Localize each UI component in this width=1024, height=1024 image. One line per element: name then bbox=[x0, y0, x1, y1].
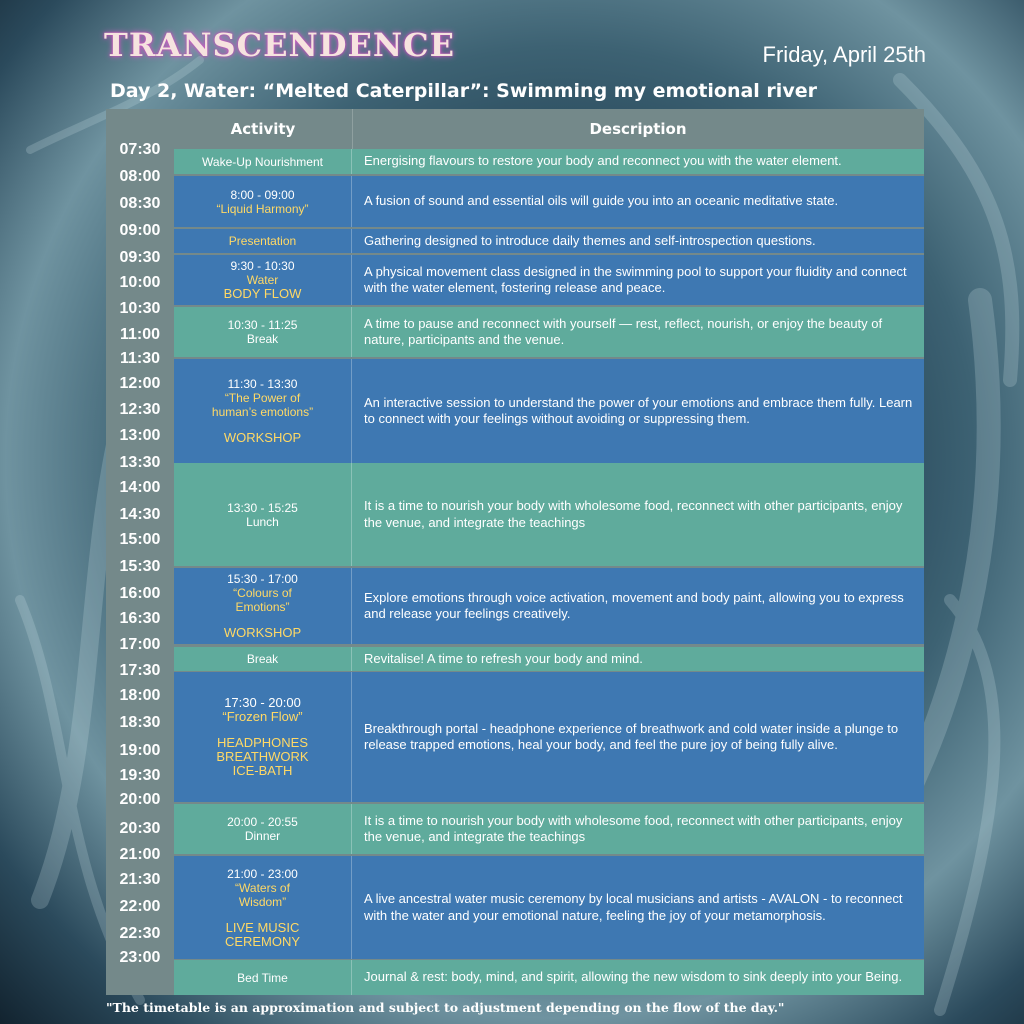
time-label: 13:00 bbox=[119, 427, 161, 444]
activity-cell bbox=[174, 149, 352, 174]
time-label: 17:00 bbox=[119, 636, 161, 653]
description-cell: Explore emotions through voice activation, movement and body paint, allowing you to express and release your feelings creatively. bbox=[364, 589, 904, 621]
activity-time: 11:30 - 13:30 bbox=[227, 377, 298, 391]
description-cell: It is a time to nourish your body with wholesome food, reconnect with other participants, enjoy the venue, and integrate the teachings bbox=[364, 812, 903, 844]
activity-tag: BODY FLOW bbox=[223, 286, 302, 301]
event-date: Friday, April 25th bbox=[762, 42, 926, 67]
description-cell: Revitalise! A time to refresh your body and mind. bbox=[364, 650, 643, 666]
activity-cell bbox=[174, 255, 352, 305]
description-cell: A time to pause and reconnect with yourself — rest, reflect, nourish, or enjoy the beauty of nature, participants and the venue. bbox=[364, 315, 883, 347]
schedule-row bbox=[174, 229, 924, 253]
time-label: 09:30 bbox=[119, 249, 161, 266]
time-label: 15:00 bbox=[119, 531, 161, 548]
activity-time: 20:00 - 20:55 bbox=[227, 815, 298, 829]
description-cell: A fusion of sound and essential oils will guide you into an oceanic meditative state. bbox=[364, 193, 839, 209]
column-header-description: Description bbox=[589, 120, 687, 138]
activity-cell bbox=[174, 647, 352, 671]
activity-cell bbox=[174, 804, 352, 854]
time-label: 19:30 bbox=[119, 767, 161, 784]
activity-cell bbox=[174, 307, 352, 357]
time-label: 22:30 bbox=[119, 925, 161, 942]
time-label: 14:00 bbox=[119, 479, 161, 496]
activity-time: 15:30 - 17:00 bbox=[227, 572, 298, 586]
time-label: 20:30 bbox=[119, 820, 161, 837]
schedule-row bbox=[174, 960, 924, 995]
time-label: 16:30 bbox=[119, 610, 161, 627]
activity-title: “Colours of Emotions” bbox=[233, 586, 292, 614]
schedule-row bbox=[174, 568, 924, 644]
activity-tag: WORKSHOP bbox=[223, 625, 302, 640]
activity-name: Water bbox=[246, 273, 279, 287]
time-label: 21:00 bbox=[119, 846, 161, 863]
time-label: 10:30 bbox=[119, 300, 161, 317]
activity-tag: WORKSHOP bbox=[223, 430, 302, 445]
time-label: 13:30 bbox=[119, 454, 161, 471]
schedule-row bbox=[174, 176, 924, 227]
time-label: 19:00 bbox=[119, 742, 161, 759]
time-label: 17:30 bbox=[119, 662, 161, 679]
activity-tag: ICE-BATH bbox=[232, 763, 293, 778]
schedule-row bbox=[174, 856, 924, 959]
day-subtitle: Day 2, Water: “Melted Caterpillar”: Swimming my emotional river bbox=[110, 80, 817, 102]
activity-name: Presentation bbox=[228, 234, 297, 248]
activity-name: Lunch bbox=[246, 514, 279, 529]
activity-time: 21:00 - 23:00 bbox=[227, 866, 298, 881]
schedule-row bbox=[174, 672, 924, 802]
time-label: 08:30 bbox=[119, 195, 161, 212]
activity-cell bbox=[174, 359, 352, 463]
activity-name: Wake-Up Nourishment bbox=[202, 154, 323, 169]
time-label: 12:30 bbox=[119, 401, 161, 418]
schedule-row bbox=[174, 149, 924, 174]
time-label: 21:30 bbox=[119, 871, 161, 888]
schedule-row bbox=[174, 359, 924, 463]
time-label: 12:00 bbox=[119, 375, 161, 392]
schedule-table bbox=[106, 109, 924, 995]
activity-cell bbox=[174, 568, 352, 644]
time-label: 16:00 bbox=[119, 585, 161, 602]
time-label: 14:30 bbox=[119, 506, 161, 523]
time-label: 07:30 bbox=[119, 141, 161, 158]
activity-title: “Waters of Wisdom” bbox=[235, 880, 290, 909]
time-label: 23:00 bbox=[119, 949, 161, 966]
activity-time: 17:30 - 20:00 bbox=[224, 695, 301, 710]
time-label: 10:00 bbox=[119, 274, 161, 291]
activity-cell bbox=[174, 960, 352, 995]
description-cell: Journal & rest: body, mind, and spirit, allowing the new wisdom to sink deeply into your Being. bbox=[364, 969, 903, 985]
activity-name: Break bbox=[246, 652, 279, 666]
activity-name: Break bbox=[246, 332, 279, 346]
time-label: 15:30 bbox=[119, 558, 161, 575]
schedule-row bbox=[174, 647, 924, 671]
activity-time: 10:30 - 11:25 bbox=[227, 318, 298, 332]
activity-name: Dinner bbox=[244, 829, 281, 843]
description-cell: A live ancestral water music ceremony by local musicians and artists - AVALON - to reconnect with the water and your emotional nature, feeling the joy of your metamorphosis. bbox=[364, 891, 903, 923]
time-label: 09:00 bbox=[119, 222, 161, 239]
time-label: 18:00 bbox=[119, 687, 161, 704]
activity-title: “The Power of human’s emotions” bbox=[211, 391, 314, 419]
time-label: 08:00 bbox=[119, 168, 161, 185]
description-cell: A physical movement class designed in the swimming pool to support your fluidity and connect with the water element, fostering release and peace. bbox=[364, 263, 907, 295]
activity-title: “Frozen Flow” bbox=[222, 709, 303, 724]
header-divider bbox=[352, 109, 353, 149]
activity-tag: HEADPHONES bbox=[216, 735, 309, 750]
activity-time: 9:30 - 10:30 bbox=[230, 259, 295, 273]
activity-cell bbox=[174, 672, 352, 802]
schedule-row bbox=[174, 463, 924, 566]
column-header-activity: Activity bbox=[230, 120, 296, 138]
activity-tag: LIVE MUSIC bbox=[225, 919, 300, 935]
activity-cell bbox=[174, 176, 352, 227]
activity-cell bbox=[174, 856, 352, 959]
footnote: "The timetable is an approximation and subject to adjustment depending on the flow of the day." bbox=[106, 1000, 785, 1015]
description-cell: An interactive session to understand the power of your emotions and embrace them fully. Learn to connect with your feelings without avoiding or suppressing them. bbox=[364, 394, 913, 426]
brand-logo: TRANSCENDENCE bbox=[104, 26, 455, 64]
description-cell: Gathering designed to introduce daily themes and self-introspection questions. bbox=[364, 232, 816, 248]
activity-cell bbox=[174, 463, 352, 566]
time-label: 11:00 bbox=[119, 326, 161, 343]
activity-time: 13:30 - 15:25 bbox=[227, 500, 298, 515]
activity-name: Bed Time bbox=[237, 970, 288, 985]
schedule-row bbox=[174, 255, 924, 305]
time-label: 18:30 bbox=[119, 714, 161, 731]
time-label: 20:00 bbox=[119, 791, 161, 808]
schedule-row bbox=[174, 307, 924, 357]
activity-tag: BREATHWORK bbox=[216, 749, 309, 764]
schedule-row bbox=[174, 804, 924, 854]
activity-title: “Liquid Harmony” bbox=[216, 201, 309, 216]
activity-time: 8:00 - 09:00 bbox=[230, 187, 295, 202]
time-label: 22:00 bbox=[119, 898, 161, 915]
activity-cell bbox=[174, 229, 352, 253]
activity-tag: CEREMONY bbox=[224, 933, 301, 949]
time-label: 11:30 bbox=[119, 350, 161, 367]
description-cell: It is a time to nourish your body with wholesome food, reconnect with other participants, enjoy the venue, and integrate the teachings bbox=[364, 498, 903, 530]
description-cell: Breakthrough portal - headphone experience of breathwork and cold water inside a plunge to release trapped emotions, heal your body, and feel the pure joy of being fully alive. bbox=[364, 720, 899, 752]
description-cell: Energising flavours to restore your body and reconnect you with the water element. bbox=[364, 153, 842, 169]
